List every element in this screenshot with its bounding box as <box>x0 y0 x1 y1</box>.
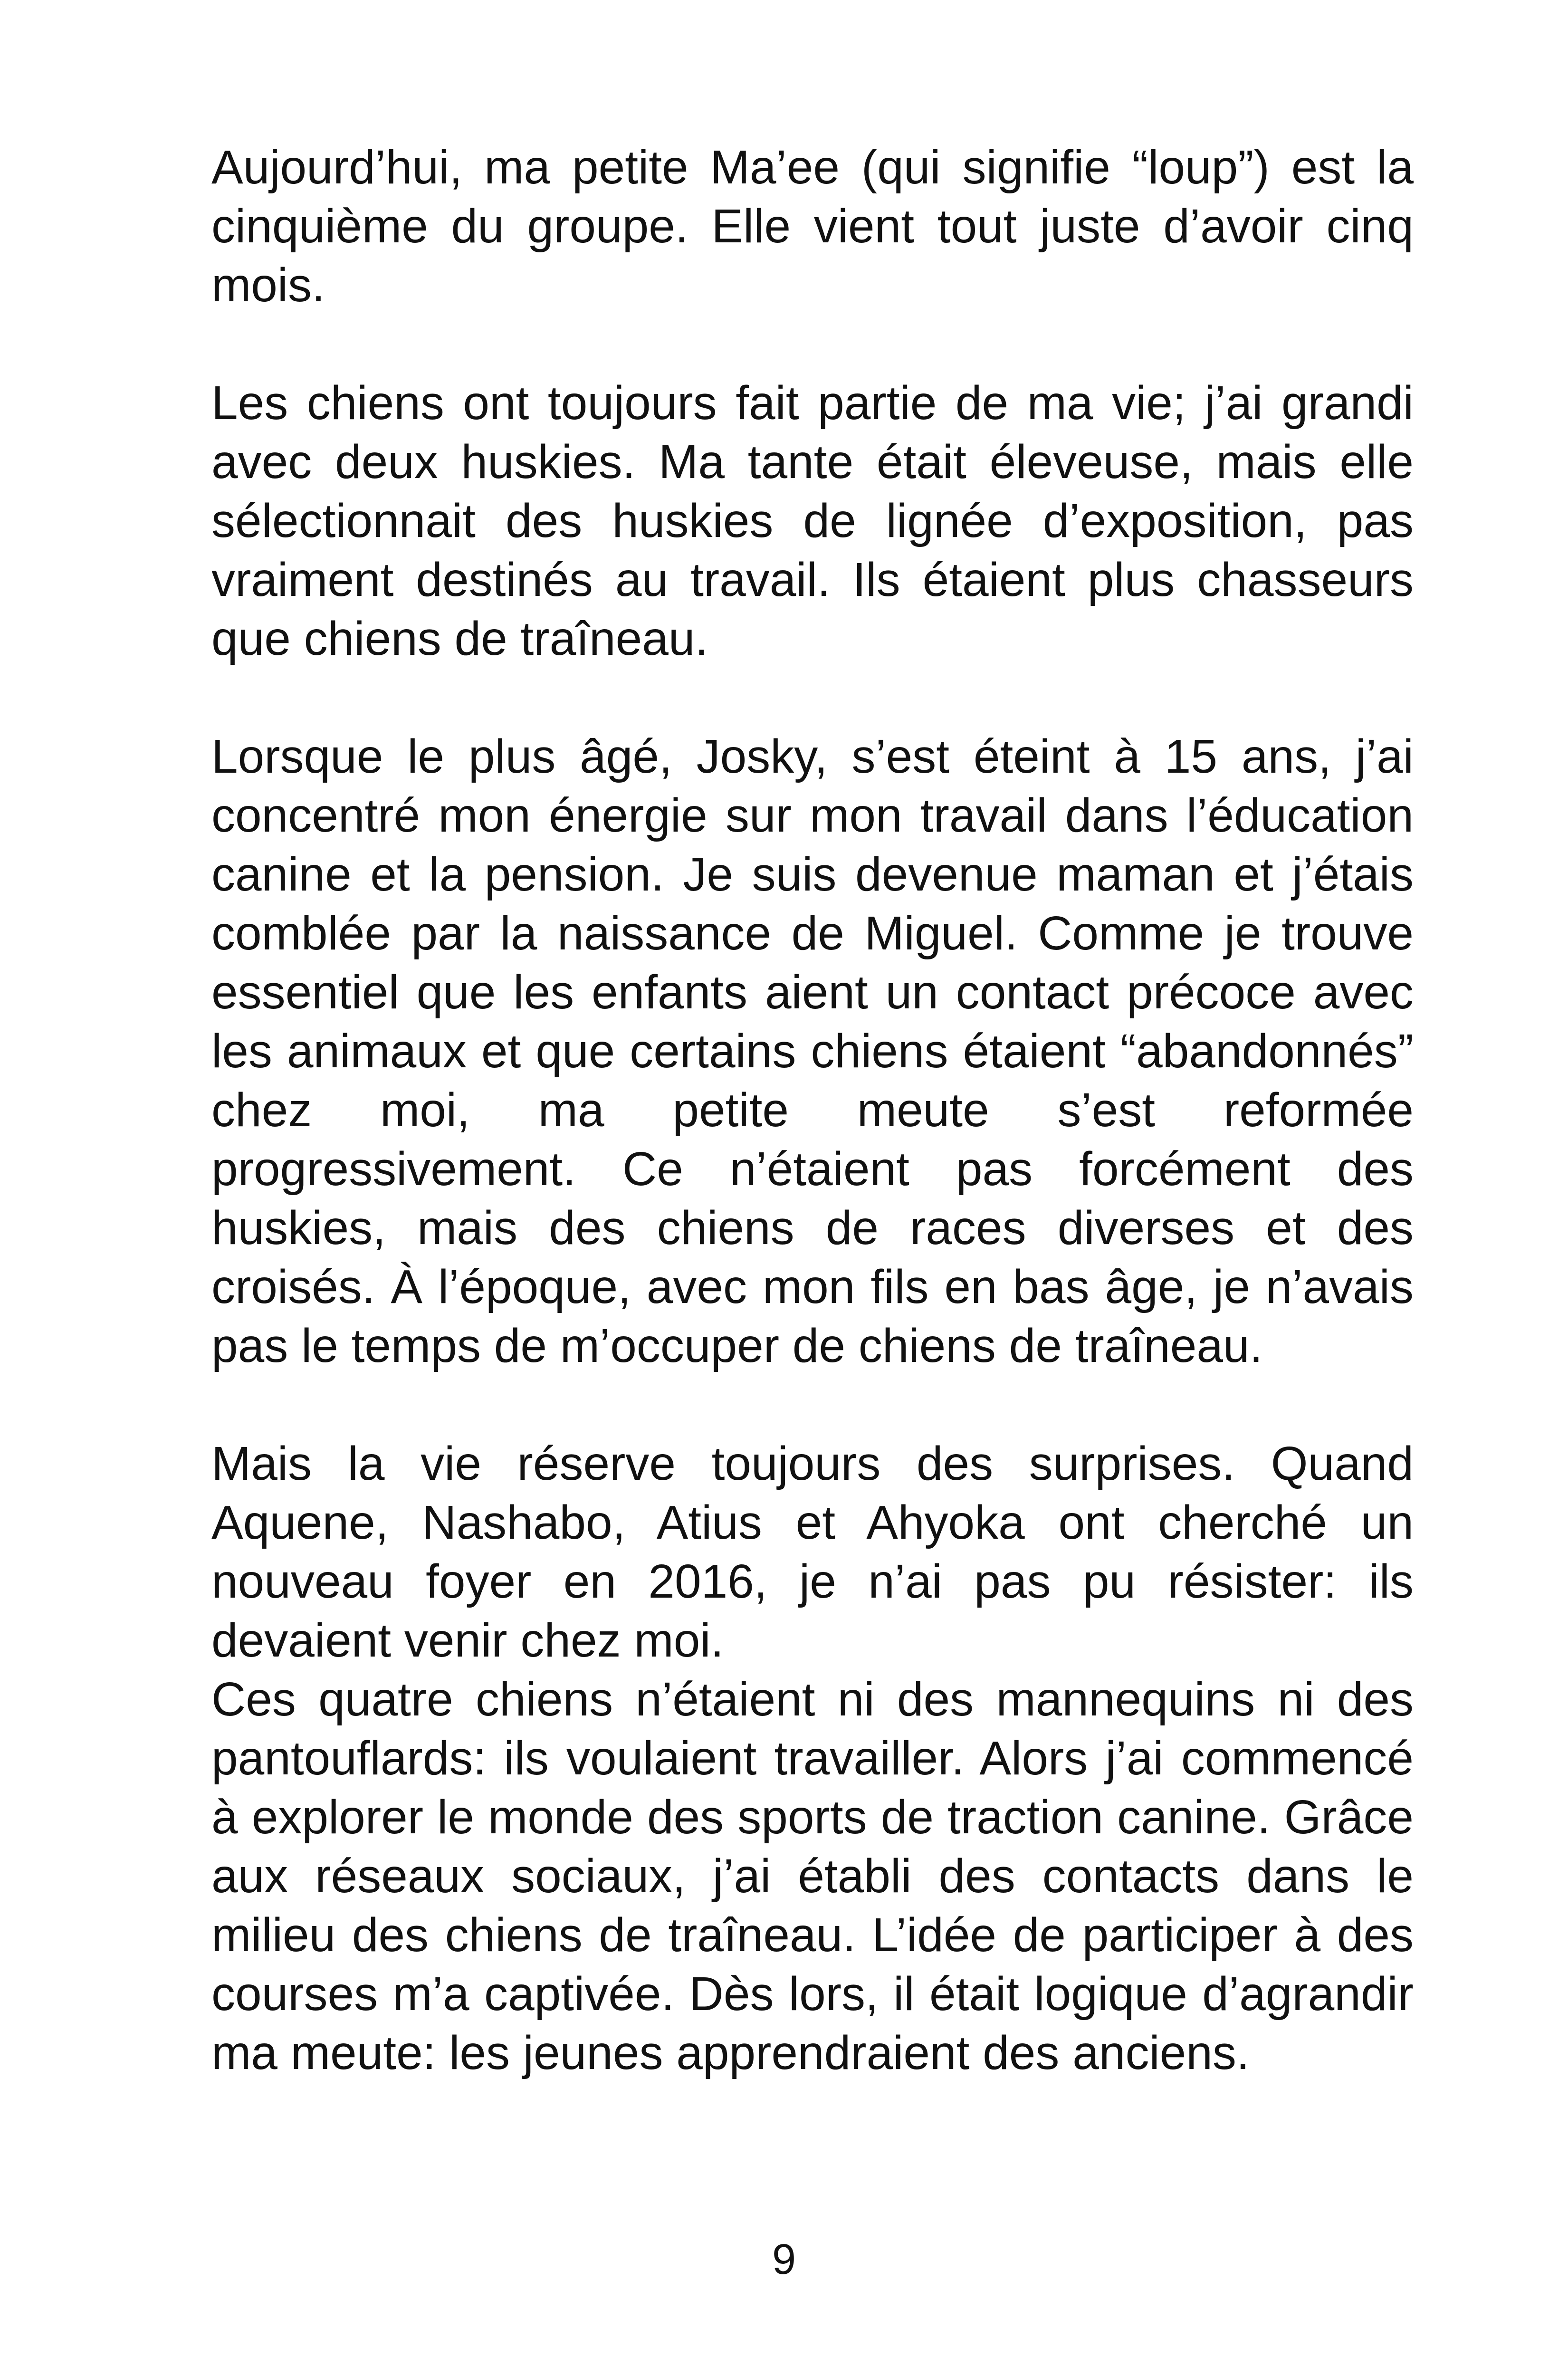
paragraph-4: Mais la vie réserve toujours des surprises. Quand Aquene, Nashabo, Atius et Ahyoka ont cherché un nouveau foyer en 2016, je n’ai pas pu résister: ils devaient venir chez moi. <box>211 1437 1414 1667</box>
body-text <box>211 138 1414 2082</box>
paragraph-5: Ces quatre chiens n’étaient ni des mannequins ni des pantouflards: ils voulaient travailler. Alors j’ai commencé à explorer le monde des sports de traction canine. Grâce aux réseaux sociaux, j’ai établi des contacts dans le milieu des chiens de traîneau. L’idée de participer à des courses m’a captivée. Dès lors, il était logique d’agrandir ma meute: les jeunes apprendraient des anciens. <box>211 1673 1414 2079</box>
paragraph-3: Lorsque le plus âgé, Josky, s’est éteint à 15 ans, j’ai concentré mon énergie sur mon travail dans l’éducation canine et la pension. Je suis devenue maman et j’étais comblée par la naissance de Miguel. Comme je trouve essentiel que les enfants aient un contact précoce avec les animaux et que certains chiens étaient “abandonnés” chez moi, ma petite meute s’est reformée progressivement. Ce n’étaient pas forcément des huskies, mais des chiens de races diverses et des croisés. À l’époque, avec mon fils en bas âge, je n’avais pas le temps de m’occuper de chiens de traîneau. <box>211 730 1414 1372</box>
paragraph-2: Les chiens ont toujours fait partie de ma vie; j’ai grandi avec deux huskies. Ma tante était éleveuse, mais elle sélectionnait des huskies de lignée d’exposition, pas vraiment destinés au travail. Ils étaient plus chasseurs que chiens de traîneau. <box>211 376 1414 665</box>
paragraph-1: Aujourd’hui, ma petite Ma’ee (qui signifie “loup”) est la cinquième du groupe. Elle vient tout juste d’avoir cinq mois. <box>211 141 1414 312</box>
page-number: 9 <box>772 2236 796 2283</box>
